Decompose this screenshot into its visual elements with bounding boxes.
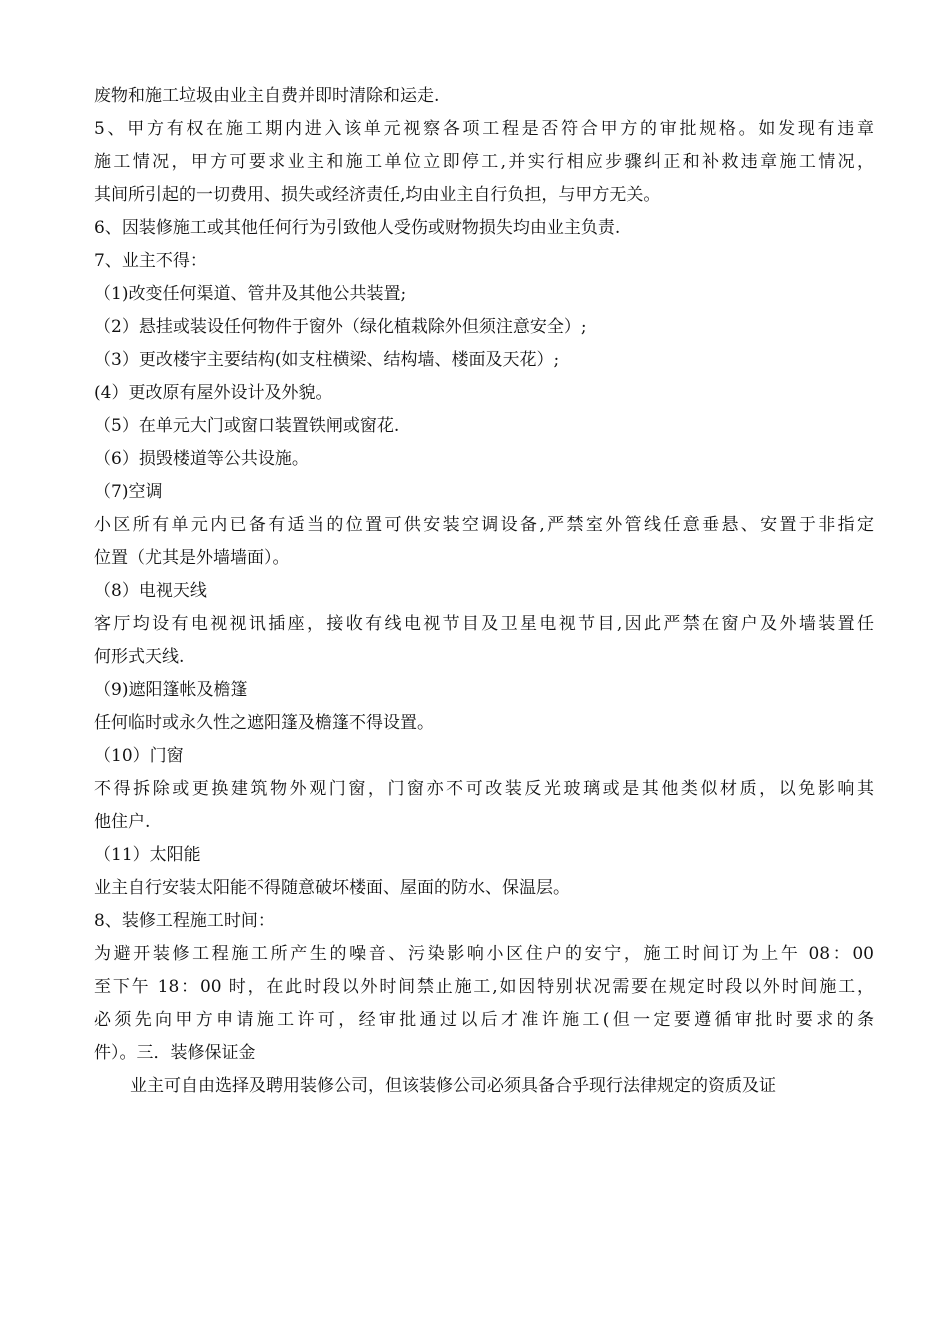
paragraph-line: 废物和施工垃圾由业主自费并即时清除和运走. bbox=[94, 86, 440, 106]
list-item: （10）门窗 bbox=[94, 746, 184, 766]
list-item: （1)改变任何渠道、管井及其他公共装置; bbox=[94, 284, 407, 304]
paragraph-line: 施工情况，甲方可要求业主和施工单位立即停工,并实行相应步骤纠正和补救违章施工情况， bbox=[94, 152, 874, 172]
paragraph-line: 至下午 18：00 时，在此时段以外时间禁止施工,如因特别状况需要在规定时段以外时间施工， bbox=[94, 977, 874, 997]
paragraph-line: 件）。三．装修保证金 bbox=[94, 1043, 256, 1063]
section-heading: 7、业主不得： bbox=[94, 251, 207, 271]
paragraph-line: 他住户. bbox=[94, 812, 151, 832]
paragraph-line: 业主可自由选择及聘用装修公司，但该装修公司必须具备合乎现行法律规定的资质及证 bbox=[130, 1076, 776, 1096]
list-item: （6）损毁楼道等公共设施。 bbox=[94, 449, 309, 469]
list-item: （8）电视天线 bbox=[94, 581, 207, 601]
paragraph-line: 位置（尤其是外墙墙面）。 bbox=[94, 548, 290, 568]
paragraph-line: 任何临时或永久性之遮阳篷及檐篷不得设置。 bbox=[94, 713, 434, 733]
paragraph-line: 5、甲方有权在施工期内进入该单元视察各项工程是否符合甲方的审批规格。如发现有违章 bbox=[94, 119, 874, 139]
list-item: （3）更改楼宇主要结构(如支柱横梁、结构墙、楼面及天花）; bbox=[94, 350, 560, 370]
paragraph-line: 业主自行安装太阳能不得随意破坏楼面、屋面的防水、保温层。 bbox=[94, 878, 570, 898]
paragraph-line: 为避开装修工程施工所产生的噪音、污染影响小区住户的安宁，施工时间订为上午 08：00 bbox=[94, 944, 874, 964]
paragraph-line: 其间所引起的一切费用、损失或经济责任,均由业主自行负担，与甲方无关。 bbox=[94, 185, 661, 205]
list-item: （2）悬挂或装设任何物件于窗外（绿化植栽除外但须注意安全）; bbox=[94, 317, 587, 337]
list-item: （7)空调 bbox=[94, 482, 163, 502]
paragraph-line: 必须先向甲方申请施工许可，经审批通过以后才准许施工(但一定要遵循审批时要求的条 bbox=[94, 1010, 874, 1030]
list-item: （11）太阳能 bbox=[94, 845, 201, 865]
section-heading: 8、装修工程施工时间： bbox=[94, 911, 275, 931]
list-item: （5）在单元大门或窗口装置铁闸或窗花. bbox=[94, 416, 400, 436]
paragraph-line: 客厅均设有电视视讯插座，接收有线电视节目及卫星电视节目,因此严禁在窗户及外墙装置任 bbox=[94, 614, 874, 634]
paragraph-line: 6、因装修施工或其他任何行为引致他人受伤或财物损失均由业主负责. bbox=[94, 218, 621, 238]
paragraph-line: 不得拆除或更换建筑物外观门窗，门窗亦不可改装反光玻璃或是其他类似材质，以免影响其 bbox=[94, 779, 874, 799]
document-body bbox=[94, 80, 874, 1103]
paragraph-line: 何形式天线. bbox=[94, 647, 185, 667]
list-item: (4）更改原有屋外设计及外貌。 bbox=[94, 383, 333, 403]
paragraph-line: 小区所有单元内已备有适当的位置可供安装空调设备,严禁室外管线任意垂悬、安置于非指定 bbox=[94, 515, 874, 535]
list-item: （9)遮阳篷帐及檐篷 bbox=[94, 680, 248, 700]
